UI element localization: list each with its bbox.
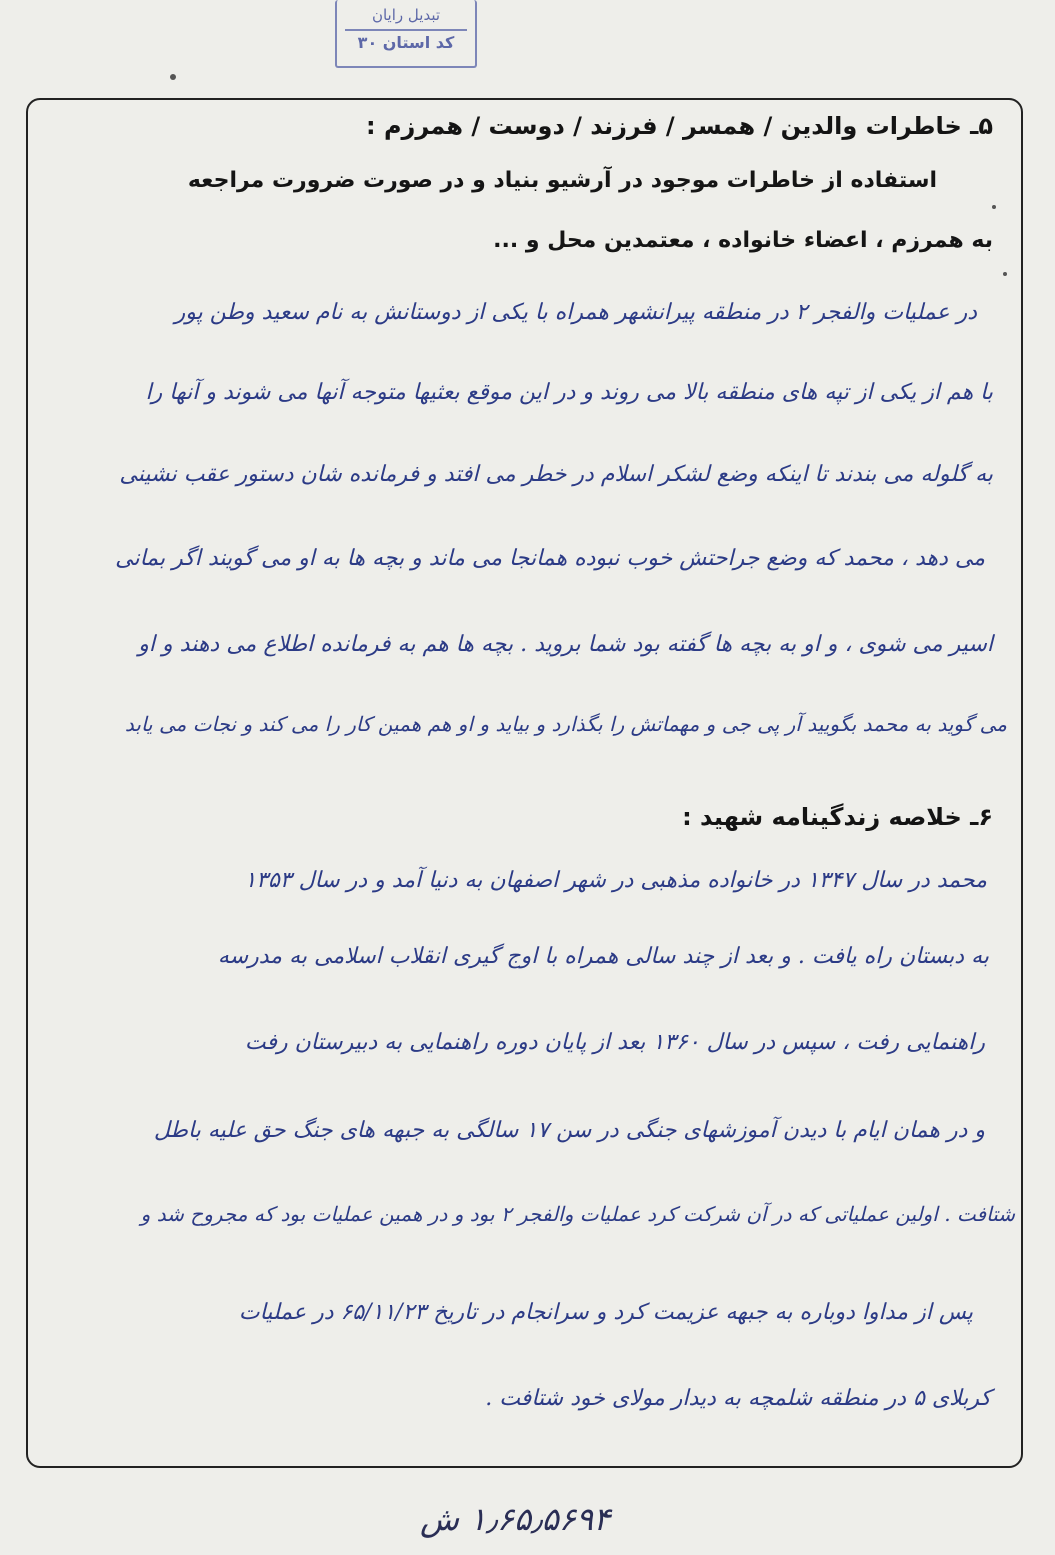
bio-line: پس از مداوا دوباره به جبهه عزیمت کرد و سرانجام در تاریخ ۶۵/۱۱/۲۳ در عملیات xyxy=(238,1300,973,1325)
margin-dot xyxy=(170,74,176,80)
page-code: ۱٫۶۵٫۵۶۹۴ ش xyxy=(420,1500,611,1538)
memoir-line: در عملیات والفجر ۲ در منطقه پیرانشهر همراه با یکی از دوستانش به نام سعید وطن پور xyxy=(174,300,977,325)
office-stamp xyxy=(335,0,477,68)
memoir-line: اسیر می شوی ، و او به بچه ها گفته بود شما بروید . بچه ها هم به فرمانده اطلاع می دهند و او xyxy=(138,632,993,657)
memoir-line: به گلوله می بندند تا اینکه وضع لشکر اسلام در خطر می افتد و فرمانده شان دستور عقب نشینی xyxy=(119,462,993,487)
bio-line: شتافت . اولین عملیاتی که در آن شرکت کرد عملیات والفجر ۲ بود و در همین عملیات بود که مجروح شد و xyxy=(140,1202,1015,1226)
stamp-line-2: کد استان ۳۰ xyxy=(357,33,455,52)
section-5-instruction-line-2: به همرزم ، اعضاء خانواده ، معتمدین محل و ... xyxy=(493,228,993,253)
bio-line: و در همان ایام با دیدن آموزشهای جنگی در سن ۱۷ سالگی به جبهه های جنگ حق علیه باطل xyxy=(153,1118,985,1143)
section-5-instruction-line-1: استفاده از خاطرات موجود در آرشیو بنیاد و در صورت ضرورت مراجعه xyxy=(187,168,937,193)
memoir-line: می گوید به محمد بگویید آر پی جی و مهماتش را بگذارد و بیاید و او هم همین کار را می کند و نجات می یابد xyxy=(124,712,1007,736)
section-5-title: ۵ـ خاطرات والدین / همسر / فرزند / دوست / همرزم : xyxy=(366,112,993,140)
stamp-line-1: تبدیل رایان xyxy=(371,6,441,24)
bio-line: کربلای ۵ در منطقه شلمچه به دیدار مولای خود شتافت . xyxy=(485,1386,991,1411)
memoir-line: با هم از یکی از تپه های منطقه بالا می روند و در این موقع بعثیها متوجه آنها می شوند و آنها را xyxy=(145,380,993,405)
section-6-title: ۶ـ خلاصه زندگینامه شهید : xyxy=(682,803,993,831)
bio-line: به دبستان راه یافت . و بعد از چند سالی همراه با اوج گیری انقلاب اسلامی به مدرسه xyxy=(217,944,989,969)
bio-line: محمد در سال ۱۳۴۷ در خانواده مذهبی در شهر اصفهان به دنیا آمد و در سال ۱۳۵۳ xyxy=(244,868,987,893)
bio-line: راهنمایی رفت ، سپس در سال ۱۳۶۰ بعد از پایان دوره راهنمایی به دبیرستان رفت xyxy=(244,1030,985,1055)
memoir-line: می دهد ، محمد که وضع جراحتش خوب نبوده همانجا می ماند و بچه ها به او می گویند اگر بمانی xyxy=(115,546,985,571)
